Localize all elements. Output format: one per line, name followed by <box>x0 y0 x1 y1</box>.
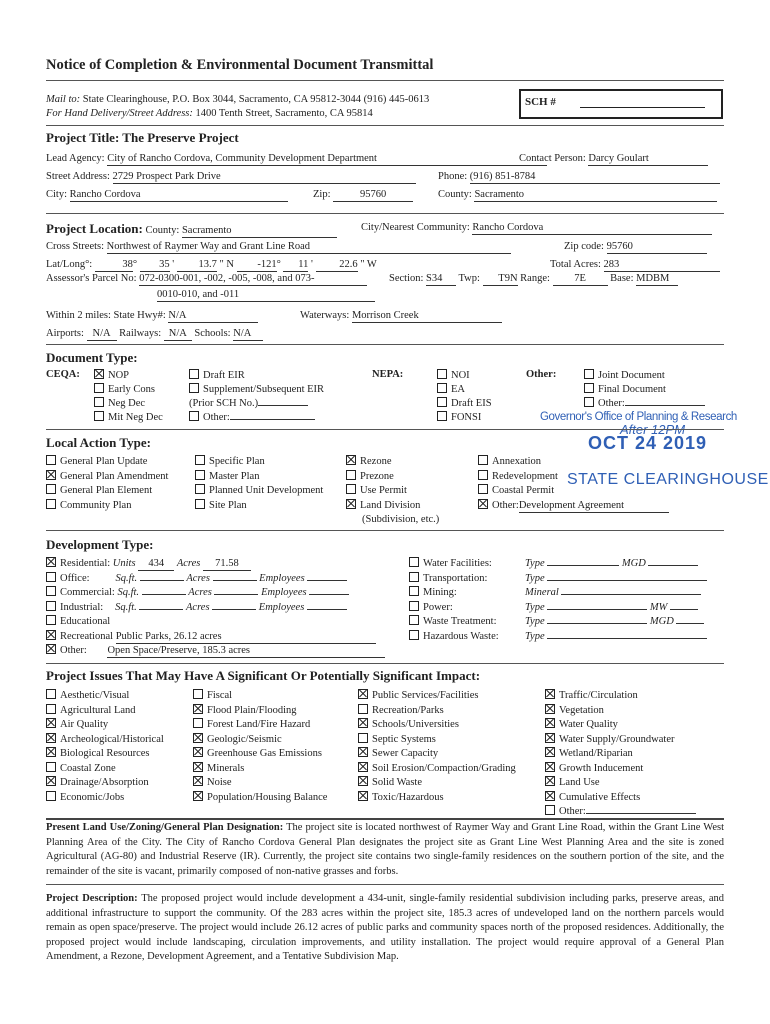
general-plan-amendment-checkbox[interactable]: General Plan Amendment <box>46 470 168 485</box>
mining-checkbox[interactable]: Mining: <box>409 586 499 601</box>
development-right-types: Type MGD Type Mineral Type MW Type MGD Type <box>525 557 707 644</box>
present-land-use-paragraph: Present Land Use/Zoning/General Plan Designation: The project site is located northwest of Raymer Way and Grant Line Road, within the Grant Line West Planning Area of the City. The City of Rancho Cordova General Plan designates the project site as Grant Line West Planning Area and the site is zoned Agricultural (AG-80) and Industrial Reserve (IR). Currently, the project site contains two single-family residences on the southern portion of the site, and the remainder of the site is vacant, primarily composed of non-native grasses and forbs. <box>46 822 724 877</box>
cumulative-effects-checkbox[interactable]: Cumulative Effects <box>545 791 696 806</box>
handwritten-note: After 12PM <box>620 422 686 437</box>
air-quality-checkbox[interactable]: Air Quality <box>46 718 164 733</box>
divider <box>46 884 724 885</box>
other-doc-label: Other: <box>526 369 557 380</box>
project-title: Project Title: The Preserve Project <box>46 130 239 145</box>
nepa-options <box>437 369 492 425</box>
specific-plan-checkbox[interactable]: Specific Plan <box>195 455 323 470</box>
joint-document-checkbox[interactable]: Joint Document <box>584 369 705 383</box>
nepa-draft-eis-checkbox[interactable]: Draft EIS <box>437 397 492 411</box>
nepa-label: NEPA: <box>372 369 404 380</box>
toxic-hazardous-checkbox[interactable]: Toxic/Hazardous <box>358 791 516 806</box>
local-action-col-1 <box>46 455 168 513</box>
flood-plain-checkbox[interactable]: Flood Plain/Flooding <box>193 704 327 719</box>
wetland-riparian-checkbox[interactable]: Wetland/Riparian <box>545 747 696 762</box>
coastal-zone-checkbox[interactable]: Coastal Zone <box>46 762 164 777</box>
document-title: Notice of Completion & Environmental Document Transmittal <box>46 57 434 73</box>
hazardous-waste-checkbox[interactable]: Hazardous Waste: <box>409 630 499 645</box>
land-division-checkbox[interactable]: Land Division <box>346 499 439 514</box>
office-checkbox[interactable]: Office: Sq.ft. Acres Employees <box>46 572 385 587</box>
solid-waste-checkbox[interactable]: Solid Waste <box>358 776 516 791</box>
lead-agency-row: Lead Agency: City of Rancho Cordova, Community Development Department <box>46 153 547 166</box>
community-plan-checkbox[interactable]: Community Plan <box>46 499 168 514</box>
nepa-noi-checkbox[interactable]: NOI <box>437 369 492 383</box>
waste-treatment-checkbox[interactable]: Waste Treatment: <box>409 615 499 630</box>
educational-checkbox[interactable]: Educational <box>46 615 385 630</box>
development-other-checkbox[interactable]: Other: Open Space/Preserve, 185.3 acres <box>46 644 385 659</box>
ceqa-options-2 <box>189 369 324 425</box>
master-plan-checkbox[interactable]: Master Plan <box>195 470 323 485</box>
issues-col-4 <box>545 689 696 820</box>
water-facilities-checkbox[interactable]: Water Facilities: <box>409 557 499 572</box>
archeological-historical-checkbox[interactable]: Archeological/Historical <box>46 733 164 748</box>
greenhouse-gas-checkbox[interactable]: Greenhouse Gas Emissions <box>193 747 327 762</box>
ceqa-nop-checkbox[interactable]: NOP <box>94 369 163 383</box>
nepa-ea-checkbox[interactable]: EA <box>437 383 492 397</box>
development-type-heading: Development Type: <box>46 537 154 552</box>
commercial-checkbox[interactable]: Commercial: Sq.ft. Acres Employees <box>46 586 385 601</box>
divider <box>46 530 724 531</box>
water-supply-checkbox[interactable]: Water Supply/Groundwater <box>545 733 696 748</box>
residential-checkbox[interactable]: Residential: Units 434 Acres 71.58 <box>46 557 385 572</box>
biological-resources-checkbox[interactable]: Biological Resources <box>46 747 164 762</box>
within-2-miles-row: Within 2 miles: State Hwy#: N/A <box>46 310 258 323</box>
cross-streets-row: Cross Streets: Northwest of Raymer Way and Grant Line Road <box>46 241 511 254</box>
water-quality-checkbox[interactable]: Water Quality <box>545 718 696 733</box>
contact-person: Contact Person: Darcy Goulart <box>519 153 708 166</box>
development-left <box>46 557 385 659</box>
zip-row: Zip: 95760 <box>313 189 413 202</box>
ceqa-neg-dec-checkbox[interactable]: Neg Dec <box>94 397 163 411</box>
ceqa-other-checkbox[interactable]: Other: <box>189 411 324 425</box>
rezone-checkbox[interactable]: Rezone <box>346 455 439 470</box>
development-right-labels <box>409 557 499 644</box>
divider <box>46 344 724 345</box>
population-housing-checkbox[interactable]: Population/Housing Balance <box>193 791 327 806</box>
waterways-row: Waterways: Morrison Creek <box>300 310 502 323</box>
general-plan-update-checkbox[interactable]: General Plan Update <box>46 455 168 470</box>
site-plan-checkbox[interactable]: Site Plan <box>195 499 323 514</box>
issues-other-checkbox[interactable]: Other: <box>545 805 696 820</box>
opr-stamp-text: Governor's Office of Planning & Research <box>540 411 737 423</box>
local-action-col-3 <box>346 455 439 528</box>
schools-universities-checkbox[interactable]: Schools/Universities <box>358 718 516 733</box>
divider <box>46 429 724 430</box>
traffic-circulation-checkbox[interactable]: Traffic/Circulation <box>545 689 696 704</box>
county-row: County: Sacramento <box>438 189 717 202</box>
supplement-eir-checkbox[interactable]: Supplement/Subsequent EIR <box>189 383 324 397</box>
issues-col-1 <box>46 689 164 805</box>
lat-long-row: Lat/Long°: 38° 35 ' 13.7 " N -121° 11 ' 22.6 " W <box>46 259 377 270</box>
redevelopment-checkbox[interactable]: Redevelopment <box>478 470 669 485</box>
other-doc-options <box>584 369 705 411</box>
zip-code-row: Zip code: 95760 <box>564 241 707 254</box>
sch-label: SCH # <box>525 96 556 108</box>
drainage-absorption-checkbox[interactable]: Drainage/Absorption <box>46 776 164 791</box>
economic-jobs-checkbox[interactable]: Economic/Jobs <box>46 791 164 806</box>
public-services-checkbox[interactable]: Public Services/Facilities <box>358 689 516 704</box>
local-action-col-2 <box>195 455 323 513</box>
hand-delivery-line: For Hand Delivery/Street Address: 1400 Tenth Street, Sacramento, CA 95814 <box>46 108 373 119</box>
divider <box>46 818 724 820</box>
general-plan-element-checkbox[interactable]: General Plan Element <box>46 484 168 499</box>
ceqa-mit-neg-dec-checkbox[interactable]: Mit Neg Dec <box>94 411 163 425</box>
power-checkbox[interactable]: Power: <box>409 601 499 616</box>
local-action-other-checkbox[interactable]: Other:Development Agreement <box>478 499 669 514</box>
septic-systems-checkbox[interactable]: Septic Systems <box>358 733 516 748</box>
mail-to-line: Mail to: State Clearinghouse, P.O. Box 3044, Sacramento, CA 95812-3044 (916) 445-0613 <box>46 94 430 105</box>
airports-row: Airports: N/A Railways: N/A Schools: N/A <box>46 328 263 341</box>
coastal-permit-checkbox[interactable]: Coastal Permit <box>478 484 669 499</box>
recreation-parks-checkbox[interactable]: Recreation/Parks <box>358 704 516 719</box>
clearinghouse-stamp: STATE CLEARINGHOUSE <box>567 471 769 488</box>
draft-eir-checkbox[interactable]: Draft EIR <box>189 369 324 383</box>
vegetation-checkbox[interactable]: Vegetation <box>545 704 696 719</box>
forest-land-checkbox[interactable]: Forest Land/Fire Hazard <box>193 718 327 733</box>
annexation-checkbox[interactable]: Annexation <box>478 455 669 470</box>
parcel-row-2: 0010-010, and -011 <box>157 289 375 302</box>
divider <box>46 213 724 214</box>
industrial-checkbox[interactable]: Industrial: Sq.ft. Acres Employees <box>46 601 385 616</box>
document-type-heading: Document Type: <box>46 350 138 365</box>
land-use-checkbox[interactable]: Land Use <box>545 776 696 791</box>
divider <box>46 663 724 664</box>
planned-unit-development-checkbox[interactable]: Planned Unit Development <box>195 484 323 499</box>
divider <box>46 80 724 81</box>
project-description-paragraph: Project Description: The proposed project would include development a 434-unit, single-family residential subdivision including parks, preserve areas, and additional infrastructure to support the community. Of the 283 acres within the project site, 185.3 acres of undeveloped land on the northern parcels would remain as open space/preserve. The project would include 26.12 acres of public parks and community spaces north of the proposed residences. Additionally, the proposed project would include landscaping, circulation improvements, and utility installation. The project would require approval of a General Plan Amendment, a Rezone, Development Agreement, and a Tentative Subdivision Map. <box>46 893 724 962</box>
final-document-checkbox[interactable]: Final Document <box>584 383 705 397</box>
sch-input-line[interactable] <box>580 107 705 108</box>
prezone-checkbox[interactable]: Prezone <box>346 470 439 485</box>
prior-sch-field[interactable]: (Prior SCH No.) <box>189 397 324 411</box>
street-address-row: Street Address: 2729 Prospect Park Drive <box>46 171 416 184</box>
nepa-fonsi-checkbox[interactable]: FONSI <box>437 411 492 425</box>
use-permit-checkbox[interactable]: Use Permit <box>346 484 439 499</box>
soil-erosion-checkbox[interactable]: Soil Erosion/Compaction/Grading <box>358 762 516 777</box>
divider <box>46 125 724 126</box>
ceqa-early-cons-checkbox[interactable]: Early Cons <box>94 383 163 397</box>
stamp-date: OCT 24 2019 <box>588 433 708 453</box>
recreational-checkbox[interactable]: Recreational Public Parks, 26.12 acres <box>46 630 385 645</box>
total-acres-row: Total Acres: 283 <box>550 259 720 272</box>
fiscal-checkbox[interactable]: Fiscal <box>193 689 327 704</box>
issues-col-3 <box>358 689 516 805</box>
land-division-note: (Subdivision, etc.) <box>362 514 440 525</box>
sewer-capacity-checkbox[interactable]: Sewer Capacity <box>358 747 516 762</box>
minerals-checkbox[interactable]: Minerals <box>193 762 327 777</box>
phone-row: Phone: (916) 851-8784 <box>438 171 720 184</box>
project-location-row: Project Location: County: Sacramento <box>46 221 337 238</box>
local-action-heading: Local Action Type: <box>46 435 151 450</box>
ceqa-label: CEQA: <box>46 369 80 380</box>
parcel-row: Assessor's Parcel No: 072-0300-001, -002, -005, -008, and 073- <box>46 273 367 286</box>
issues-col-2 <box>193 689 327 805</box>
ceqa-options <box>94 369 163 425</box>
nearest-community-row: City/Nearest Community: Rancho Cordova <box>361 222 712 235</box>
growth-inducement-checkbox[interactable]: Growth Inducement <box>545 762 696 777</box>
aesthetic-visual-checkbox[interactable]: Aesthetic/Visual <box>46 689 164 704</box>
section-twp-range-row: Section: S34 Twp: T9N Range: 7E Base: MDBM <box>389 273 678 286</box>
project-issues-heading: Project Issues That May Have A Significant Or Potentially Significant Impact: <box>46 668 481 683</box>
other-document-checkbox[interactable]: Other: <box>584 397 705 411</box>
agricultural-land-checkbox[interactable]: Agricultural Land <box>46 704 164 719</box>
local-action-col-4 <box>478 455 669 513</box>
city-row: City: Rancho Cordova <box>46 189 288 202</box>
noise-checkbox[interactable]: Noise <box>193 776 327 791</box>
geologic-seismic-checkbox[interactable]: Geologic/Seismic <box>193 733 327 748</box>
transportation-checkbox[interactable]: Transportation: <box>409 572 499 587</box>
